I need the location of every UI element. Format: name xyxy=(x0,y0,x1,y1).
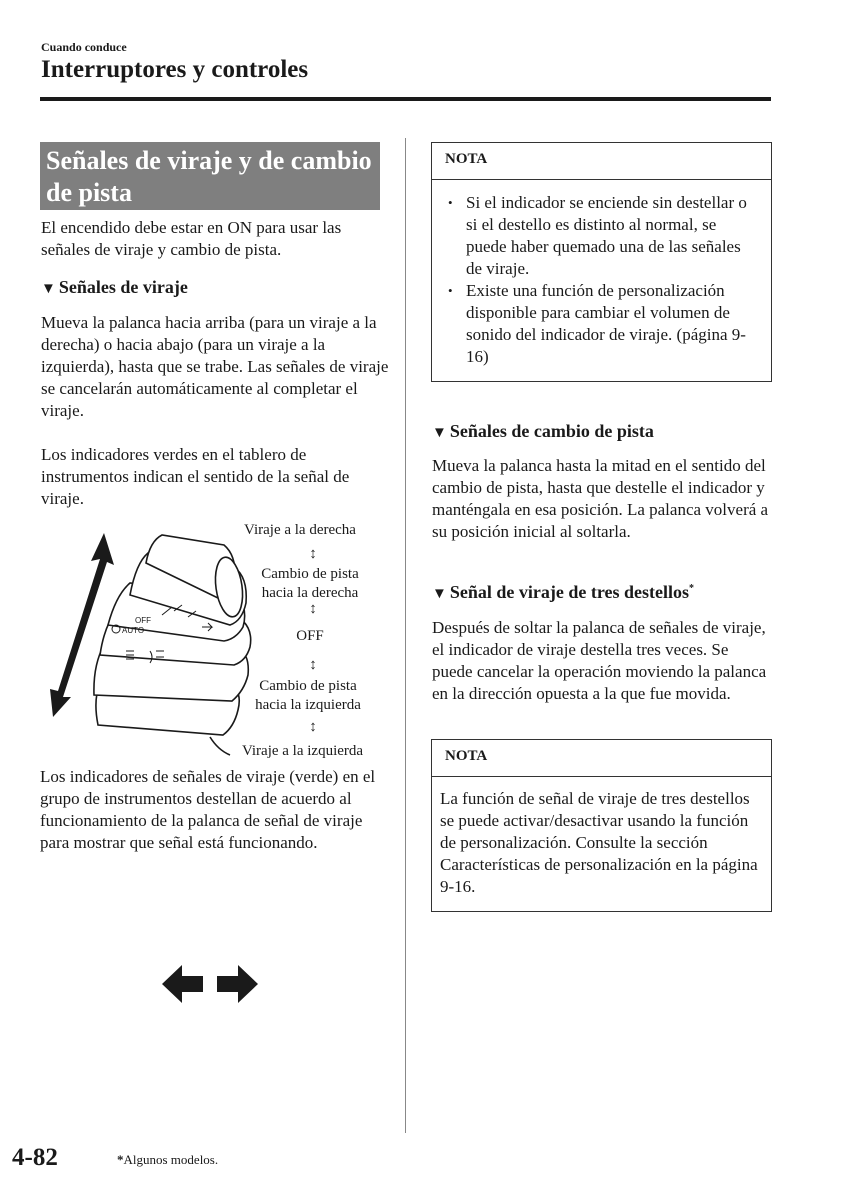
arrow-right-icon[interactable] xyxy=(217,965,258,1003)
header-rule xyxy=(40,97,771,101)
label-off: OFF xyxy=(296,628,324,644)
note-title: NOTA xyxy=(432,740,771,777)
label-right-turn: Viraje a la derecha xyxy=(244,522,356,538)
indicator-paragraph: Los indicadores verdes en el tablero de instrumentos indican el sentido de la señal de viraje. xyxy=(41,445,350,508)
label-lane-left-1: Cambio de pista xyxy=(259,678,357,694)
indicator-group-paragraph: Los indicadores de señales de viraje (verde) en el grupo de instrumentos destellan de acuerdo al funcionamiento de la palanca de señal de viraje para mostrar que señal está funcionando. xyxy=(40,767,376,852)
triangle-down-icon: ▼ xyxy=(432,425,447,441)
turn-signal-paragraph: Mueva la palanca hacia arriba (para un viraje a la derecha) o hacia abajo (para un viraje a la izquierda), hasta que se trabe. Las señales de viraje se cancelarán automáticamente al completar el viraje. xyxy=(41,313,389,420)
label-lane-right-1: Cambio de pista xyxy=(261,566,359,582)
small-updown-arrow-icon: ↕ xyxy=(309,657,317,673)
section-label: Cuando conduce xyxy=(41,40,127,54)
three-flash-paragraph: Después de soltar la palanca de señales de viraje, el indicador de viraje destella tres veces. Se puede cancelar la operación moviendo la palanca en la dirección opuesta a la que fue movida. xyxy=(432,618,767,703)
note-title: NOTA xyxy=(432,143,771,180)
intro-paragraph: El encendido debe estar en ON para usar las señales de viraje y cambio de pista. xyxy=(41,218,342,259)
note-item: • Existe una función de personalización disponible para cambiar el volumen de sonido del indicador de viraje. (página 9-16) xyxy=(446,280,761,368)
footnote-mark: * xyxy=(117,1152,124,1167)
label-lane-right-2: hacia la derecha xyxy=(261,585,359,601)
footnote-text: Algunos modelos. xyxy=(123,1152,219,1167)
page-number: 4-82 xyxy=(12,1144,58,1171)
small-updown-arrow-icon: ↕ xyxy=(309,601,317,617)
subheading-text: Señal de viraje de tres destellos xyxy=(449,582,689,602)
label-left-turn: Viraje a la izquierda xyxy=(241,743,364,759)
subheading-text: Señales de viraje xyxy=(58,277,188,297)
asterisk-mark: * xyxy=(689,583,694,594)
section-title: Interruptores y controles xyxy=(41,56,309,83)
note-box-1 xyxy=(431,142,772,382)
footnote xyxy=(117,1152,218,1168)
triangle-down-icon: ▼ xyxy=(41,281,56,297)
small-updown-arrow-icon: ↕ xyxy=(309,719,317,735)
column-divider xyxy=(405,138,406,1133)
page-nav xyxy=(162,963,262,1005)
label-lane-left-2: hacia la izquierda xyxy=(255,697,361,713)
subheading-turn-signals xyxy=(41,277,188,298)
note-list xyxy=(432,180,771,378)
lane-change-paragraph: Mueva la palanca hasta la mitad en el sentido del cambio de pista, hasta que destelle el indicador y manténgala en esa posición. La palanca volverá a su posición inicial al soltarla. xyxy=(432,456,769,541)
stalk-off-text: OFF xyxy=(135,616,151,625)
subheading-lane-change xyxy=(432,421,654,442)
triangle-down-icon: ▼ xyxy=(432,586,447,602)
subheading-text: Señales de cambio de pista xyxy=(449,421,654,441)
nav-arrows xyxy=(162,963,262,1005)
arrow-left-icon[interactable] xyxy=(162,965,203,1003)
lever-stalks xyxy=(94,535,251,755)
note-body: La función de señal de viraje de tres destellos se puede activar/desactivar usando la función de personalización. Consulte la sección Características de personalización en la página 9-16. xyxy=(440,789,758,896)
small-updown-arrow-icon: ↕ xyxy=(309,546,317,562)
stalk-auto-text: AUTO xyxy=(122,626,145,635)
note-box-2 xyxy=(431,739,772,912)
topic-heading: Señales de viraje y de cambio de pista xyxy=(40,142,380,210)
subheading-three-flash xyxy=(432,582,694,603)
note-item: • Si el indicador se enciende sin destellar o si el destello es distinto al normal, se puede haber quemado una de las señales de viraje. xyxy=(446,192,761,280)
